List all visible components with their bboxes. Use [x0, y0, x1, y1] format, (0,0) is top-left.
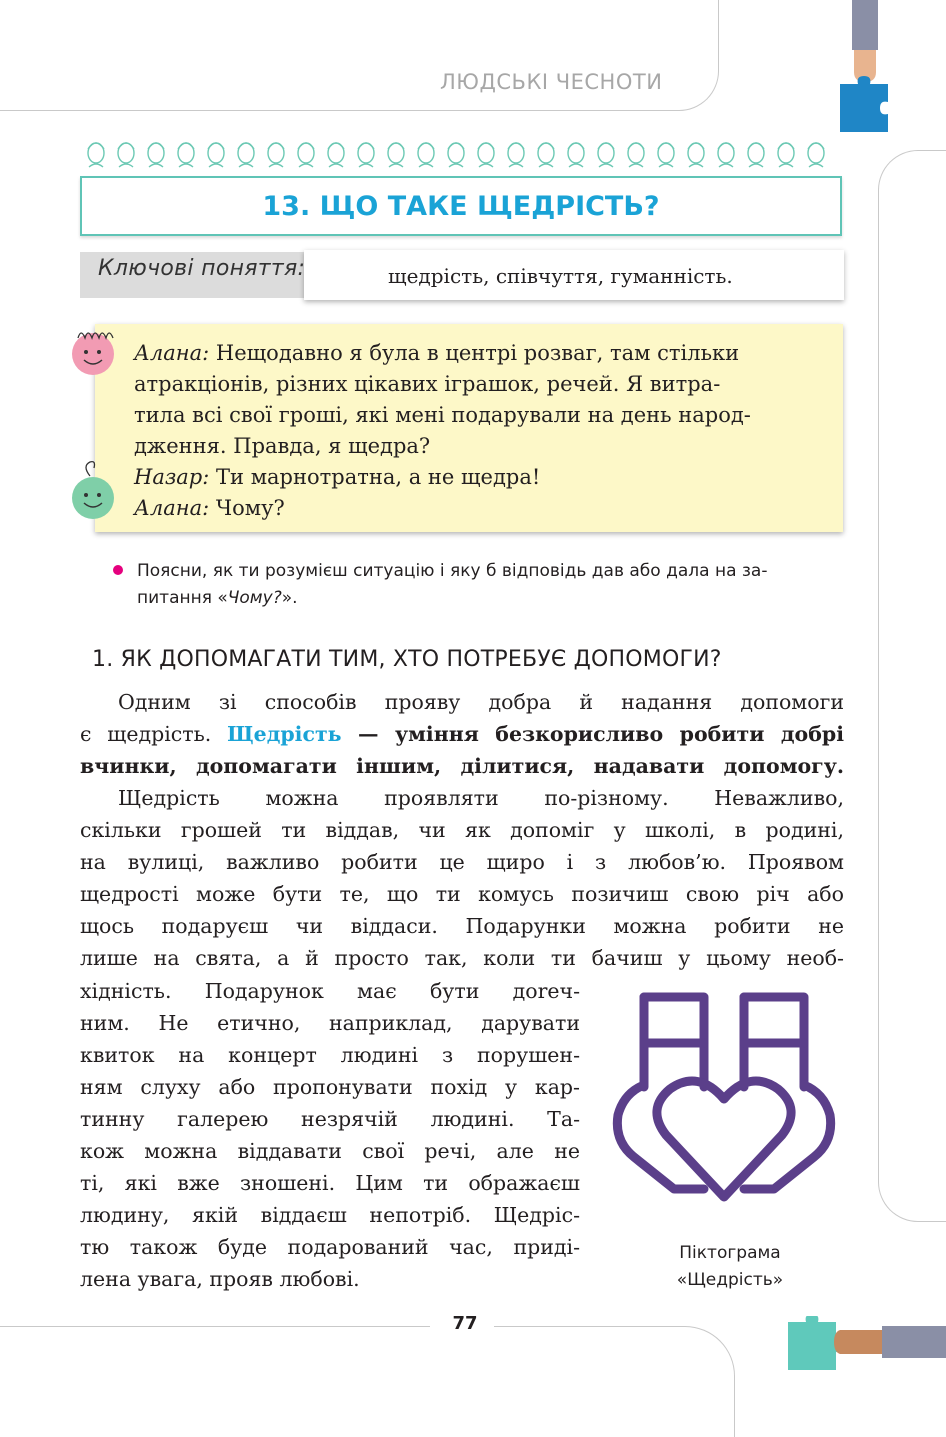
page-frame-corner	[640, 0, 719, 111]
lesson-title: 13. ЩО ТАКЕ ЩЕДРІСТЬ?	[262, 191, 660, 222]
paragraph-line: тю також буде подарований час, приді-	[80, 1235, 580, 1259]
paragraph-line: вчинки, допомагати іншим, ділитися, надавати допомогу.	[80, 754, 844, 778]
paragraph-line: лена увага, прояв любові.	[80, 1267, 360, 1291]
speaker: Алана:	[134, 341, 210, 365]
paragraph-line: хідність. Подарунок має бути доreч-	[80, 979, 580, 1003]
puzzle-hand-top-icon	[832, 0, 892, 135]
paragraph-line: ним. Не етично, наприклад, дарувати	[80, 1011, 580, 1035]
lesson-title-box	[80, 176, 842, 236]
page-frame-bottom	[0, 1326, 430, 1327]
paragraph-line: лише на свята, а й просто так, коли ти бачиш у цьому необ-	[80, 946, 844, 970]
speaker: Алана:	[134, 496, 210, 520]
speaker: Назар:	[134, 465, 210, 489]
page-frame-bottom-right	[494, 1326, 735, 1437]
paragraph-line: ням слуху або пропонувати похід у кар-	[80, 1075, 580, 1099]
paragraph-line: щедрості може бути те, що ти комусь позичиш свою річ або	[80, 882, 844, 906]
paragraph-line: тинну галерею незрячій людині. Та-	[80, 1107, 580, 1131]
paragraph-line: Щедрість можна проявляти по-різному. Неважливо,	[118, 786, 844, 810]
dialogue-line: атракціонів, різних цікавих іграшок, речей. Я витра-	[134, 372, 721, 396]
key-concepts-label: Ключові поняття:	[98, 256, 306, 281]
puzzle-hand-bottom-icon	[782, 1316, 946, 1372]
task-question: Поясни, як ти розумієш ситуацію і яку б відповідь дав або дала на за- питання «Чому?».	[137, 561, 768, 608]
side-frame	[878, 150, 946, 1222]
section-heading: 1. ЯК ДОПОМАГАТИ ТИМ, ХТО ПОТРЕБУЄ ДОПОМОГИ?	[92, 647, 722, 672]
chapter-header: ЛЮДСЬКІ ЧЕСНОТИ	[440, 70, 663, 94]
paragraph-line: Одним зі способів прояву добра й надання допомоги	[118, 690, 844, 714]
dialogue-line: Назар: Ти марнотратна, а не щедра!	[134, 465, 541, 489]
paragraph-line: ті, які вже зношені. Цим ти ображаєш	[80, 1171, 580, 1195]
dialogue-line: тила всі свої гроші, які мені подарували на день народ-	[134, 403, 751, 427]
bullet-icon	[113, 565, 123, 575]
page-number: 77	[452, 1313, 478, 1334]
paragraph-line: є щедрість. Щедрість — уміння безкорисливо робити добрі	[80, 722, 844, 746]
key-concepts-terms: щедрість, співчуття, гуманність.	[388, 264, 733, 288]
dialogue-line: Алана: Нещодавно я була в центрі розваг, там стільки	[134, 341, 740, 365]
paragraph-line: квиток на концерт людині з порушен-	[80, 1043, 580, 1067]
paragraph-line: на вулиці, важливо робити це щиро і з любов’ю. Проявом	[80, 850, 844, 874]
paragraph-line: щось подаруєш чи віддаси. Подарунки можна робити не	[80, 914, 844, 938]
paragraph-line: кож можна віддавати свої речі, але не	[80, 1139, 580, 1163]
page-frame-top	[0, 110, 680, 111]
dialogue-line: Алана: Чому?	[134, 496, 285, 520]
paragraph-line: людину, якій віддаєш непотріб. Щедріс-	[80, 1203, 580, 1227]
paragraph-line: скільки грошей ти віддав, чи як допоміг у школі, в родині,	[80, 818, 844, 842]
girl-avatar-icon	[66, 322, 122, 378]
pictogram-caption: Піктограма «Щедрість»	[676, 1243, 784, 1290]
dialogue-line: дження. Правда, я щедра?	[134, 434, 431, 458]
faces-decoration	[82, 135, 842, 173]
boy-avatar-icon	[68, 460, 120, 522]
hands-heart-icon	[604, 985, 844, 1225]
term-highlight: Щедрість	[227, 722, 342, 746]
